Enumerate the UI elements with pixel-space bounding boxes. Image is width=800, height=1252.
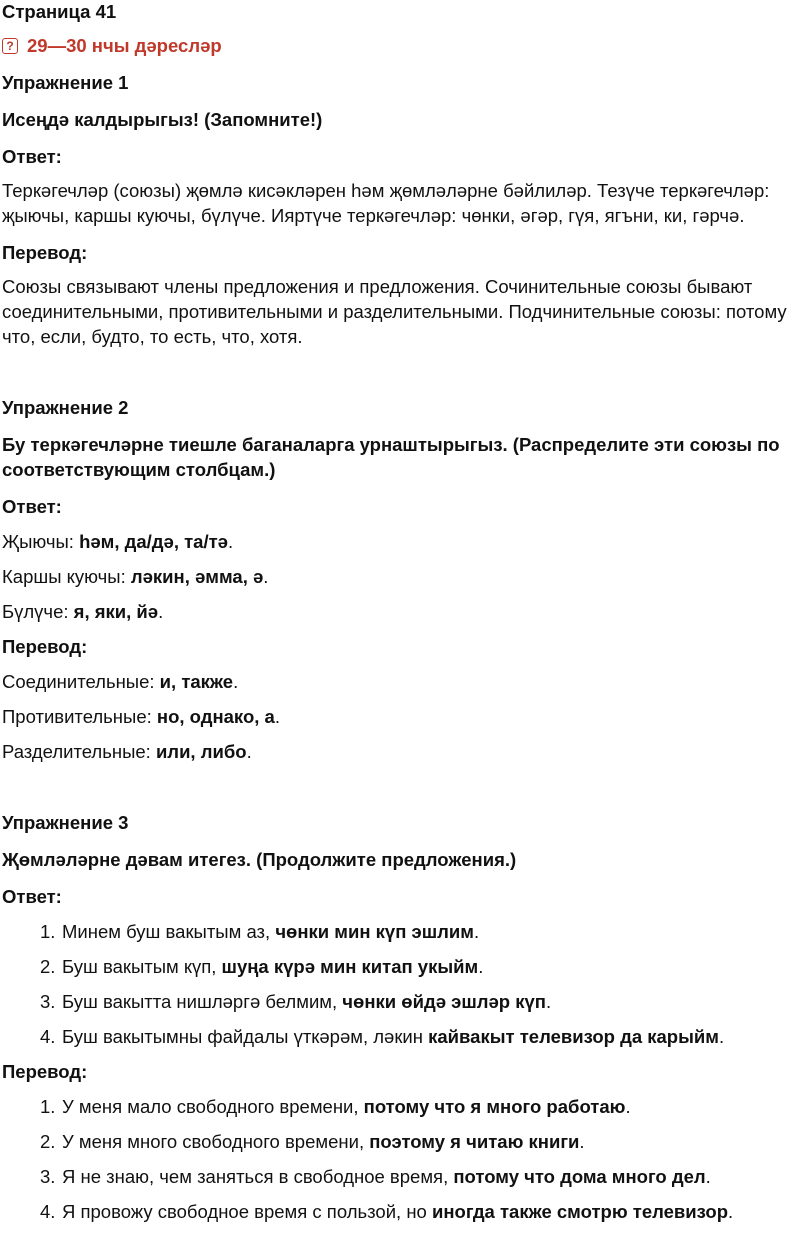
translation-row: Соединительные: и, также. <box>2 671 239 692</box>
list-item: 1. Минем буш вакытым аз, чөнки мин күп эшлим. <box>40 921 480 942</box>
lesson-link[interactable] <box>2 33 798 58</box>
list-item: 2. Буш вакытым күп, шуңа күрә мин китап укыйм. <box>40 956 484 977</box>
exercise-2-task: Бу теркәгечләрне тиешле баганаларга урнаштырыгыз. (Распределите эти союзы по соответствующим столбцам.) <box>2 434 780 480</box>
answer-row: Каршы куючы: ләкин, әмма, ә. <box>2 566 269 587</box>
translation-row: Разделительные: или, либо. <box>2 741 252 762</box>
exercise-2-translation-label: Перевод: <box>2 636 88 657</box>
answer-row: Бүлүче: я, яки, йә. <box>2 601 164 622</box>
question-icon: ? <box>2 38 18 54</box>
answer-list <box>2 919 798 1049</box>
list-item: 4. Я провожу свободное время с пользой, но иногда также смотрю телевизор. <box>40 1201 734 1222</box>
exercise-2-heading: Упражнение 2 <box>2 397 129 418</box>
list-item: 2. У меня много свободного времени, поэтому я читаю книги. <box>40 1131 585 1152</box>
answer-row: Җыючы: һәм, да/дә, та/тә. <box>2 531 234 552</box>
lesson-label: 29—30 нчы дәресләр <box>27 35 222 56</box>
exercise-3-answer-label: Ответ: <box>2 886 62 907</box>
exercise-3-heading: Упражнение 3 <box>2 812 129 833</box>
exercise-3-translation-label: Перевод: <box>2 1061 88 1082</box>
list-item: 3. Я не знаю, чем заняться в свободное время, потому что дома много дел. <box>40 1166 711 1187</box>
list-item: 3. Буш вакытта нишләргә белмим, чөнки өйдә эшләр күп. <box>40 991 552 1012</box>
list-item: 1. У меня мало свободного времени, потому что я много работаю. <box>40 1096 631 1117</box>
exercise-1-answer-text: Теркәгечләр (союзы) җөмлә кисәкләрен һәм җөмләләрне бәйлиләр. Тезүче теркәгечләр: җыючы, каршы куючы, бүлүче. Ияртүче теркәгечләр: чөнки, әгәр, гүя, ягъни, ки, гәрчә. <box>2 180 770 226</box>
exercise-1-translation-text: Союзы связывают члены предложения и предложения. Сочинительные союзы бывают соединительными, противительными и разделительными. Подчинительные союзы: потому что, если, будто, то есть, что, хотя. <box>2 276 787 347</box>
exercise-3-task: Җөмләләрне дәвам итегез. (Продолжите предложения.) <box>2 849 517 870</box>
translation-row: Противительные: но, однако, а. <box>2 706 280 727</box>
page-title: Страница 41 <box>2 1 117 22</box>
list-item: 4. Буш вакытымны файдалы үткәрәм, ләкин кайвакыт телевизор да карыйм. <box>40 1026 725 1047</box>
exercise-1-answer-label: Ответ: <box>2 146 62 167</box>
exercise-2-answer-label: Ответ: <box>2 496 62 517</box>
translation-list <box>2 1094 798 1224</box>
exercise-1-task: Исеңдә калдырыгыз! (Запомните!) <box>2 109 323 130</box>
exercise-1-heading: Упражнение 1 <box>2 72 129 93</box>
exercise-1-translation-label: Перевод: <box>2 242 88 263</box>
